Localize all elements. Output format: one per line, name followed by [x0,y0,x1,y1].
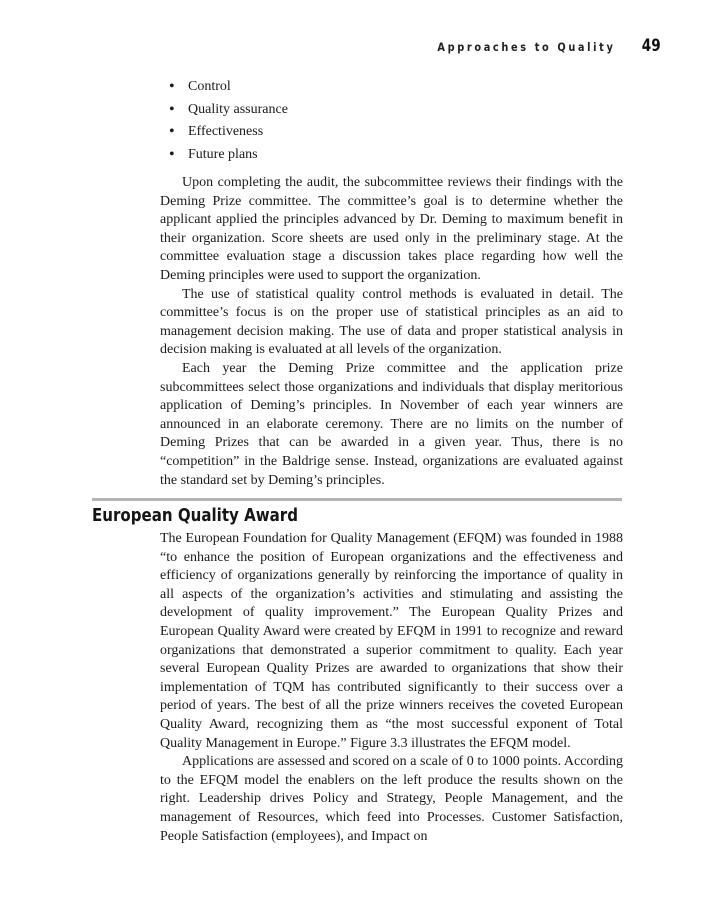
deming-text-block [160,174,623,490]
list-item: • Effectiveness [188,121,651,144]
list-item: • Quality assurance [188,99,651,122]
paragraph: The European Foundation for Quality Management (EFQM) was founded in 1988 “to enhance the position of European organizations and the effectiveness and efficiency of organizations generally by reinforcing the importance of quality in all aspects of the organization’s activities and stimulating and assisting the development of quality improvement.” The European Quality Prizes and European Quality Award were created by EFQM in 1991 to recognize and reward organizations that demonstrated a superior commitment to quality. Each year several European Quality Prizes are awarded to organizations that show their implementation of TQM has contributed significantly to their success over a period of years. The best of all the prize winners receives the coveted European Quality Award, recognizing them as “the most successful exponent of Total Quality Management in Europe.” Figure 3.3 illustrates the EFQM model. [160,531,623,751]
running-header [406,36,661,56]
efqm-text-block [160,530,623,846]
bullet-list [160,76,651,166]
paragraph: Each year the Deming Prize committee and the application prize subcommittees select those organizations and individuals that display meritorious application of Deming’s principles. In November of each year winners are announced in an elaborate ceremony. There are no limits on the number of Deming Prizes that can be awarded in a given year. Thus, there is no “competition” in the Baldrige sense. Instead, organizations are evaluated against the standard set by Deming’s principles. [160,360,623,488]
section-heading: European Quality Award [92,506,298,526]
paragraph: Upon completing the audit, the subcommittee reviews their findings with the Deming Prize committee. The committee’s goal is to determine whether the applicant applied the principles advanced by Dr. Deming to maximum benefit in their organization. Score sheets are used only in the preliminary stage. At the committee evaluation stage a discussion takes place regarding how well the Deming principles were used to support the organization. [160,175,623,283]
page-number: 49 [642,36,661,56]
list-item: • Future plans [188,144,651,167]
list-item: • Control [188,76,651,99]
running-title: Approaches to Quality [437,40,616,54]
section-divider [92,498,622,501]
paragraph: Applications are assessed and scored on a scale of 0 to 1000 points. According to the EFQM model the enablers on the left produce the results shown on the right. Leadership drives Policy and Strategy, People Management, and the management of Resources, which feed into Processes. Customer Satisfaction, People Satisfaction (employees), and Impact on [160,754,623,844]
paragraph: The use of statistical quality control methods is evaluated in detail. The committee’s focus is on the proper use of statistical principles as an aid to management decision making. The use of data and proper statistical analysis in decision making is evaluated at all levels of the organization. [160,286,623,358]
